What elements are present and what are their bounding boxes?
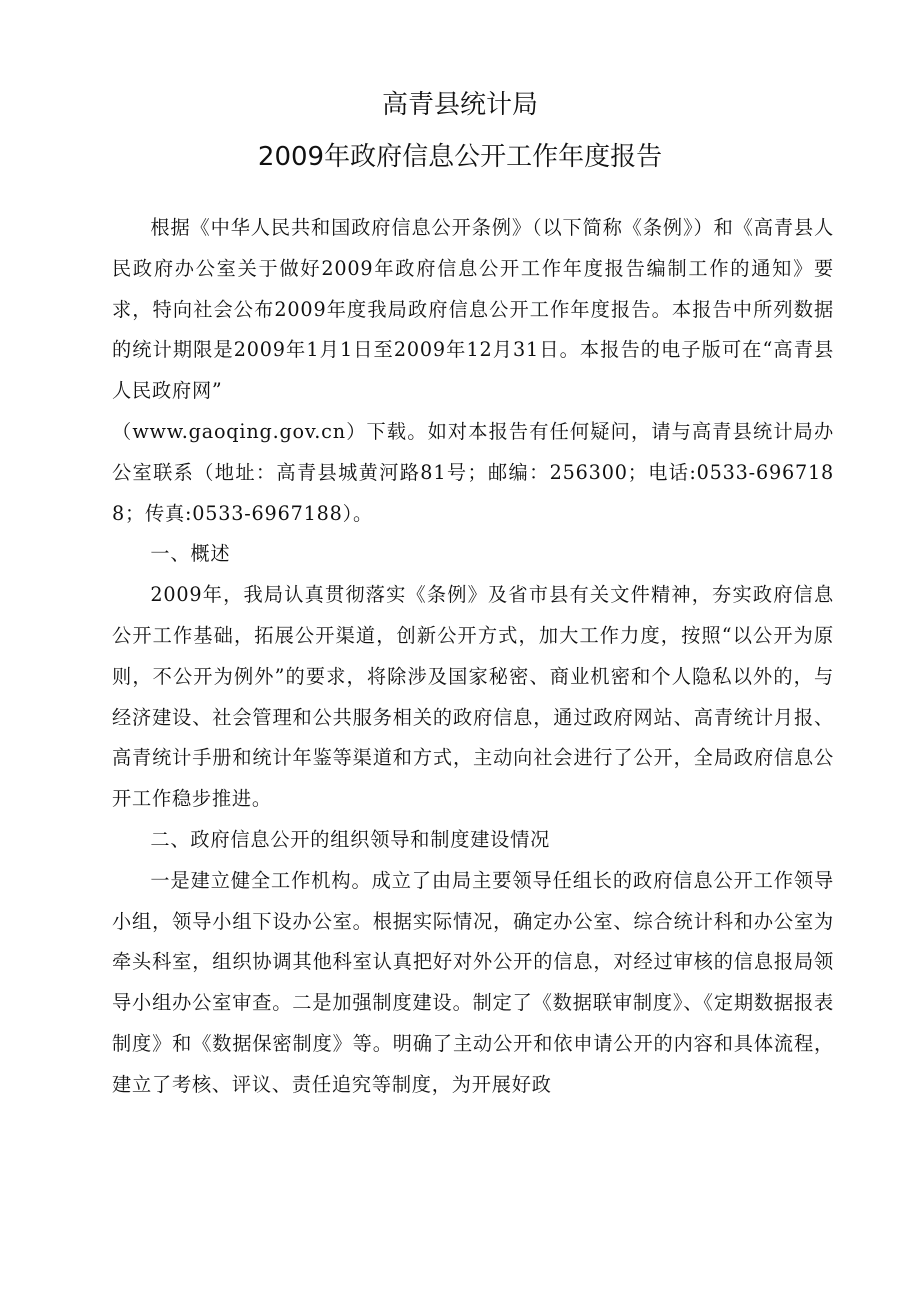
paragraph-overview: 2009年，我局认真贯彻落实《条例》及省市县有关文件精神，夯实政府信息公开工作基础，拓展公开渠道，创新公开方式，加大工作力度，按照“以公开为原则，不公开为例外”的要求，将除涉及国家秘密、商业机密和个人隐私以外的，与经济建设、社会管理和公共服务相关的政府信息，通过政府网站、高青统计月报、高青统计手册和统计年鉴等渠道和方式，主动向社会进行了公开，全局政府信息公开工作稳步推进。 xyxy=(112,583,834,811)
paragraph-download-contact: （www.gaoqing.gov.cn）下载。如对本报告有任何疑问，请与高青县统计局办公室联系（地址：高青县城黄河路81号；邮编：256300；电话:0533-6967188；传真:0533-6967188）。 xyxy=(112,419,834,525)
document-title-report: 2009年政府信息公开工作年度报告 xyxy=(257,142,663,172)
document-body xyxy=(112,208,834,1106)
document-title-org: 高青县统计局 xyxy=(381,90,538,120)
paragraph-organization: 一是建立健全工作机构。成立了由局主要领导任组长的政府信息公开工作领导小组，领导小组下设办公室。根据实际情况，确定办公室、综合统计科和办公室为牵头科室，组织协调其他科室认真把好对外公开的信息，对经过审核的信息报局领导小组办公室审查。二是加强制度建设。制定了《数据联审制度》、《定期数据报表制度》和《数据保密制度》等。明确了主动公开和依申请公开的内容和具体流程，建立了考核、评议、责任追究等制度，为开展好政 xyxy=(112,868,834,1096)
section-heading-organization: 二、政府信息公开的组织领导和制度建设情况 xyxy=(150,827,551,851)
paragraph-intro: 根据《中华人民共和国政府信息公开条例》（以下简称《条例》）和《高青县人民政府办公室关于做好2009年政府信息公开工作年度报告编制工作的通知》要求，特向社会公布2009年度我局政府信息公开工作年度报告。本报告中所列数据的统计期限是2009年1月1日至2009年12月31日。本报告的电子版可在“高青县人民政府网” xyxy=(112,216,834,403)
section-heading-overview: 一、概述 xyxy=(150,542,231,566)
